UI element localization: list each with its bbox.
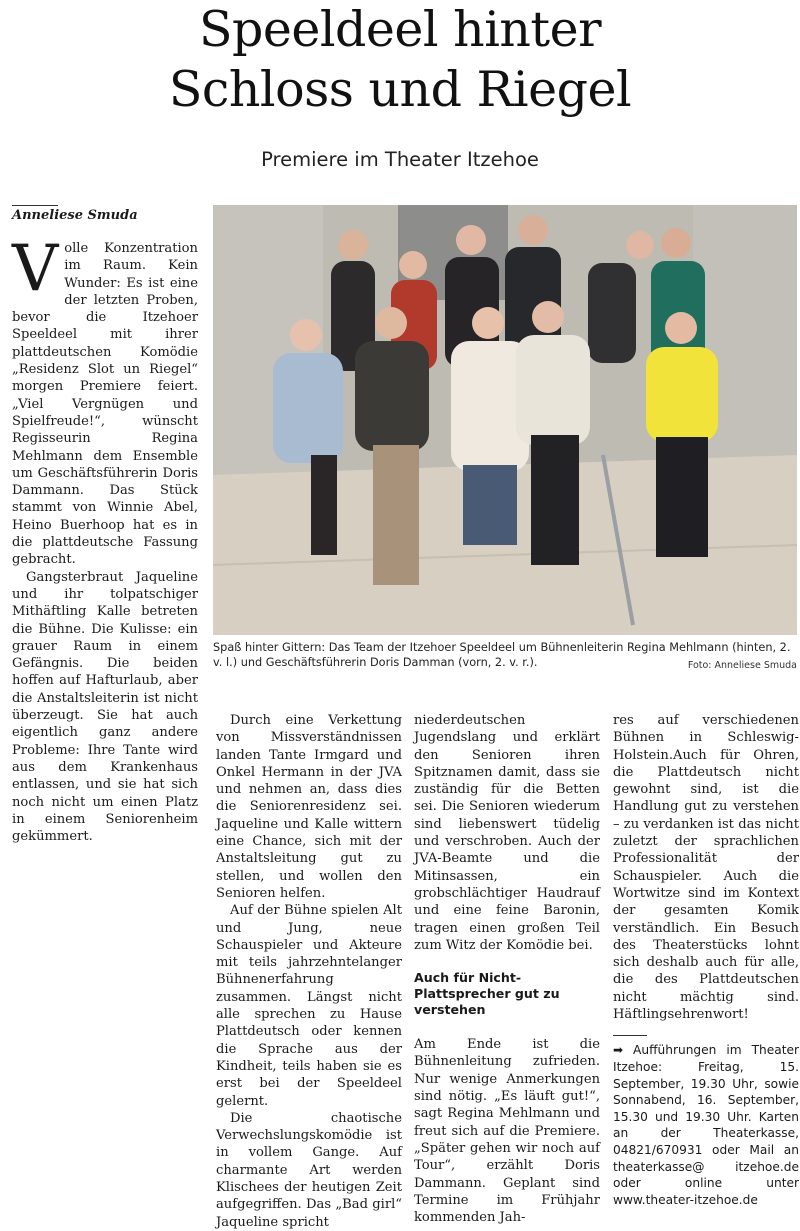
photo-illustration — [213, 205, 797, 635]
author-byline: Anneliese Smuda — [12, 208, 138, 223]
drop-cap: V — [12, 232, 59, 306]
paragraph-text: olle Konzentration im Raum. Kein Wunder: Es ist eine der letzten Proben, bevor die Itzehoer Speeldeel mit ihrer plattdeutschen Komödie „Residenz Slot un Riegel“ morgen Premiere feiert. „Viel Vergnügen und Spielfreude!“, wünscht Regisseurin Regina Mehlmann dem Ensemble um Geschäftsführerin Doris Dammann. Das Stück stammt von Winnie Abel, Heino Buerhoop hat es in die plattdeutsche Fassung gebracht. — [12, 241, 198, 568]
subheading: Auch für Nicht-Plattsprecher gut zu verstehen — [414, 970, 560, 1018]
info-rule — [613, 1035, 647, 1036]
photo-credit: Foto: Anneliese Smuda — [687, 660, 797, 671]
headline-line-2: Schloss und Riegel — [168, 61, 632, 118]
photo-caption: Spaß hinter Gittern: Das Team der Itzehoer Speeldeel um Bühnenleiterin Regina Mehlmann (hinten, 2. v. l.) und Geschäftsführerin Doris Damman (vorn, 2. v. r.). — [213, 641, 791, 669]
paragraph — [12, 232, 198, 569]
article-column-2 — [216, 712, 402, 1231]
article-column-3 — [414, 712, 600, 1226]
ensemble-photo — [213, 205, 797, 635]
paragraph: Durch eine Verkettung von Missverständnissen landen Tante Irmgard und Onkel Hermann in der JVA und nehmen an, dass dies die Seniorenresidenz sei. Jaqueline und Kalle wittern eine Chance, sich mit der Anstaltsleitung gut zu stellen, und wollen den Senioren helfen. — [216, 713, 402, 901]
performance-info — [613, 1042, 799, 1208]
paragraph: Gangsterbraut Jaqueline und ihr tolpatschiger Mithäftling Kalle betreten die Bühne. Die Kulisse: ein grauer Raum in einem Gefängnis. Die beiden hoffen auf Hafturlaub, aber die Anstaltsleiterin ist nicht überzeugt. Sie hat auch eigentlich ganz andere Probleme: Ihre Tante wird aus dem Krankenhaus entlassen, und sie hat sich noch nicht um einen Platz in einem Seniorenheim gekümmert. — [12, 569, 198, 845]
article-column-1 — [12, 232, 198, 845]
headline — [0, 0, 800, 120]
arrow-right-icon: ➡ — [613, 1043, 624, 1058]
paragraph: res auf verschiedenen Bühnen in Schleswig-Holstein.Auch für Ohren, die Plattdeutsch nicht gewohnt sind, ist die Handlung gut zu verstehen – zu verdanken ist das nicht zuletzt der sprachlichen Professionalität der Schauspieler. Auch die Wortwitze sind im Kontext der gesamten Komik verständlich. Ein Besuch des Theaterstücks lohnt sich deshalb auch für alle, die des Plattdeutschen nicht mächtig sind. Häftlingsehrenwort! — [613, 713, 799, 1023]
paragraph: Am Ende ist die Bühnenleitung zufrieden. Nur wenige Anmerkungen sind nötig. „Es läuft gut!“, sagt Regina Mehlmann und freut sich auf die Premiere. „Später gehen wir noch auf Tour“, erzählt Doris Dammann. Geplant sind Termine im Frühjahr kommenden Jah- — [414, 1037, 600, 1226]
author-rule — [12, 205, 58, 206]
article-column-4 — [613, 712, 799, 1208]
subtitle: Premiere im Theater Itzehoe — [261, 148, 539, 171]
paragraph: niederdeutschen Jugendslang und erklärt den Senioren ihren Spitznamen damit, dass sie zuständig für die Betten sei. Die Senioren wiederum sind liebenswert tüdelig und verschroben. Auch der JVA-Beamte und die Mitinsassen, ein grobschlächtiger Haudrauf und eine feine Baronin, tragen einen großen Teil zum Witz der Komödie bei. — [414, 713, 600, 953]
paragraph: Die chaotische Verwechslungskomödie ist in vollem Gange. Auf charmante Art werden Klischees der heutigen Zeit aufgegriffen. Das „Bad girl“ Jaqueline spricht — [216, 1110, 402, 1230]
paragraph: Auf der Bühne spielen Alt und Jung, neue Schauspieler und Akteure mit teils jahrzehntelanger Bühnenerfahrung zusammen. Längst nicht alle sprechen zu Hause Plattdeutsch oder kennen die Sprache aus der Kindheit, teils haben sie es erst bei der Speeldeel gelernt. — [216, 903, 402, 1109]
headline-line-1: Speeldeel hinter — [198, 1, 602, 58]
performance-info-text: Aufführungen im Theater Itzehoe: Freitag, 15. September, 19.30 Uhr, sowie Sonnabend, 16. September, 15.30 und 19.30 Uhr. Karten an der Theaterkasse, 04821/670931 oder Mail an theaterkasse@ itzehoe.de oder online unter www.theater-itzehoe.de — [613, 1043, 799, 1207]
